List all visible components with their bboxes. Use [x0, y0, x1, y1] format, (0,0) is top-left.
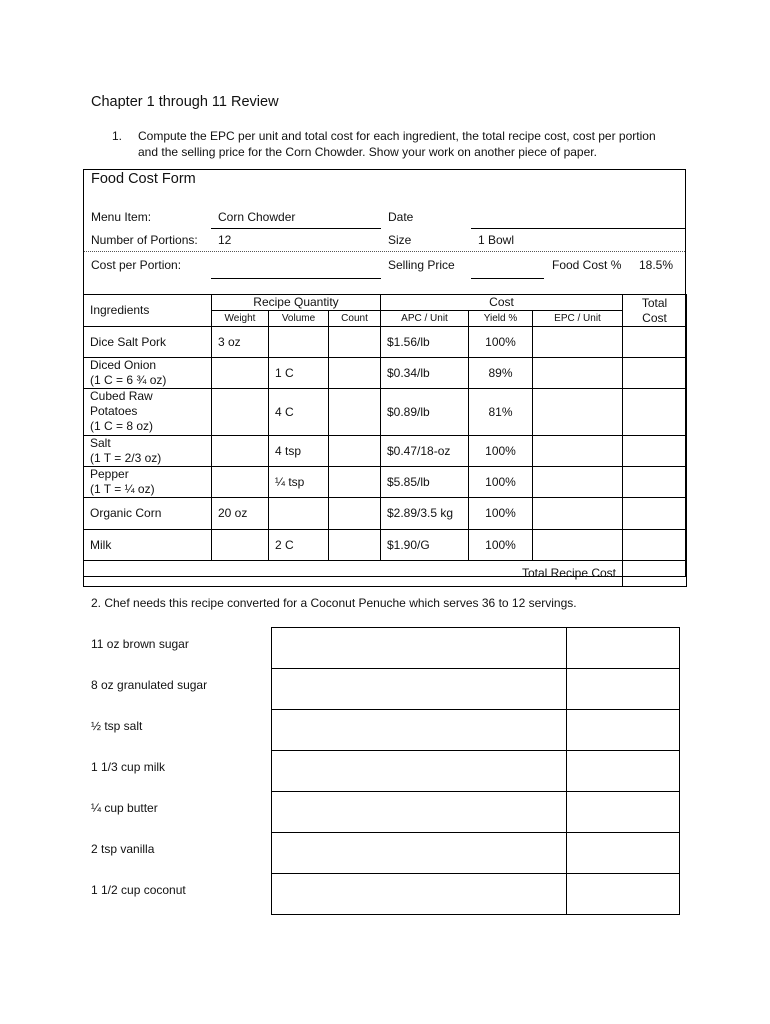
conversion-row — [272, 628, 680, 669]
portions-label: Number of Portions: — [91, 233, 198, 247]
yield-cell[interactable]: 100% — [469, 498, 533, 530]
ingredient-name-line: Pepper — [90, 467, 129, 481]
ingredient-name — [84, 498, 212, 530]
ingredient-name-line: (1 C = 8 oz) — [90, 419, 154, 433]
apc-cell[interactable]: $0.47/18-oz — [381, 436, 469, 467]
conversion-row — [272, 792, 680, 833]
question-1-line-2: and the selling price for the Corn Chowder. Show your work on another piece of paper. — [138, 145, 597, 159]
apc-unit-header: APC / Unit — [381, 311, 469, 327]
converted-quantity-cell[interactable] — [272, 710, 567, 751]
unit-cell[interactable] — [567, 833, 680, 874]
converted-quantity-cell[interactable] — [272, 751, 567, 792]
conversion-row — [272, 751, 680, 792]
ingredient-name-line: Dice Salt Pork — [90, 334, 167, 349]
cost-per-portion-underline — [211, 278, 381, 279]
total-cost-header — [623, 295, 687, 327]
epc-cell[interactable] — [533, 498, 623, 530]
total-cost-cell[interactable] — [623, 327, 687, 358]
epc-cell[interactable] — [533, 389, 623, 436]
list-item: 2 tsp vanilla — [91, 842, 155, 856]
count-cell[interactable] — [329, 436, 381, 467]
question-1-number: 1. — [112, 129, 123, 143]
table-row — [84, 530, 687, 561]
weight-cell[interactable] — [212, 436, 269, 467]
size-value[interactable]: 1 Bowl — [478, 233, 515, 247]
conversion-row — [272, 874, 680, 915]
total-cost-cell[interactable] — [623, 498, 687, 530]
ingredient-name — [84, 389, 212, 436]
volume-cell[interactable]: 4 tsp — [269, 436, 329, 467]
yield-header: Yield % — [469, 311, 533, 327]
volume-header: Volume — [269, 311, 329, 327]
total-cost-cell[interactable] — [623, 358, 687, 389]
ingredient-name-line: Organic Corn — [90, 506, 162, 520]
count-cell[interactable] — [329, 530, 381, 561]
volume-cell[interactable]: ¼ tsp — [269, 467, 329, 498]
ingredient-name — [84, 467, 212, 498]
converted-quantity-cell[interactable] — [272, 628, 567, 669]
date-label: Date — [388, 210, 414, 224]
cost-per-portion-label: Cost per Portion: — [91, 258, 182, 272]
volume-cell[interactable] — [269, 498, 329, 530]
conversion-row — [272, 833, 680, 874]
count-header: Count — [329, 311, 381, 327]
apc-cell[interactable]: $0.34/lb — [381, 358, 469, 389]
ingredient-name-line: Diced Onion — [90, 358, 157, 372]
ingredient-name — [84, 436, 212, 467]
total-cost-cell[interactable] — [623, 467, 687, 498]
unit-cell[interactable] — [567, 710, 680, 751]
apc-cell[interactable]: $0.89/lb — [381, 389, 469, 436]
menu-item-label: Menu Item: — [91, 210, 152, 224]
epc-cell[interactable] — [533, 467, 623, 498]
weight-header: Weight — [212, 311, 269, 327]
list-item: 8 oz granulated sugar — [91, 678, 208, 692]
food-cost-value[interactable]: 18.5% — [639, 258, 674, 272]
epc-cell[interactable] — [533, 358, 623, 389]
converted-quantity-cell[interactable] — [272, 669, 567, 710]
unit-cell[interactable] — [567, 792, 680, 833]
cost-header: Cost — [381, 295, 623, 311]
yield-cell[interactable]: 81% — [469, 389, 533, 436]
apc-cell[interactable]: $1.90/G — [381, 530, 469, 561]
apc-cell[interactable]: $5.85/lb — [381, 467, 469, 498]
volume-cell[interactable]: 1 C — [269, 358, 329, 389]
portions-value[interactable]: 12 — [218, 233, 232, 247]
volume-cell[interactable] — [269, 327, 329, 358]
question-1-line-1: Compute the EPC per unit and total cost for each ingredient, the total recipe cost, cost per portion — [138, 129, 656, 143]
list-item: ¼ cup butter — [91, 801, 158, 815]
unit-cell[interactable] — [567, 874, 680, 915]
weight-cell[interactable] — [212, 358, 269, 389]
selling-price-underline — [471, 278, 544, 279]
ingredient-name-line: Salt — [90, 436, 111, 450]
epc-unit-header: EPC / Unit — [533, 311, 623, 327]
epc-cell[interactable] — [533, 327, 623, 358]
converted-quantity-cell[interactable] — [272, 833, 567, 874]
recipe-quantity-header: Recipe Quantity — [212, 295, 381, 311]
yield-cell[interactable]: 89% — [469, 358, 533, 389]
unit-cell[interactable] — [567, 628, 680, 669]
list-item: ½ tsp salt — [91, 719, 143, 733]
count-cell[interactable] — [329, 358, 381, 389]
conversion-table — [271, 627, 680, 915]
count-cell[interactable] — [329, 467, 381, 498]
table-header-row — [84, 295, 687, 311]
table-row — [84, 436, 687, 467]
conversion-row — [272, 710, 680, 751]
portions-divider — [84, 251, 685, 252]
converted-quantity-cell[interactable] — [272, 874, 567, 915]
ingredient-name-line: (1 T = 2/3 oz) — [90, 451, 162, 465]
weight-cell[interactable] — [212, 389, 269, 436]
table-row — [84, 389, 687, 436]
table-row — [84, 327, 687, 358]
conversion-row — [272, 669, 680, 710]
table-row — [84, 358, 687, 389]
ingredient-name — [84, 358, 212, 389]
total-cost-cell[interactable] — [623, 436, 687, 467]
apc-cell[interactable]: $1.56/lb — [381, 327, 469, 358]
ingredient-name-line: Milk — [90, 537, 112, 552]
weight-cell[interactable] — [212, 467, 269, 498]
weight-cell[interactable]: 20 oz — [212, 498, 269, 530]
ingredients-header: Ingredients — [84, 295, 212, 327]
ingredient-name-line: (1 C = 6 ¾ oz) — [90, 373, 167, 387]
yield-cell[interactable]: 100% — [469, 530, 533, 561]
table-row — [84, 467, 687, 498]
size-label: Size — [388, 233, 412, 247]
total-cost-cell[interactable] — [623, 389, 687, 436]
table-row — [84, 498, 687, 530]
total-recipe-cost-cell[interactable] — [623, 561, 687, 587]
ingredient-name-line: Cubed Raw — [90, 389, 153, 403]
converted-quantity-cell[interactable] — [272, 792, 567, 833]
form-title: Food Cost Form — [91, 171, 196, 187]
volume-cell[interactable]: 2 C — [269, 530, 329, 561]
count-cell[interactable] — [329, 327, 381, 358]
question-2: 2. Chef needs this recipe converted for a Coconut Penuche which serves 36 to 12 servings. — [91, 596, 577, 610]
ingredient-name — [84, 530, 212, 561]
food-cost-label: Food Cost % — [552, 258, 622, 272]
weight-cell[interactable] — [212, 530, 269, 561]
total-cost-header-line2: Cost — [642, 310, 667, 325]
epc-cell[interactable] — [533, 436, 623, 467]
total-cost-cell[interactable] — [623, 530, 687, 561]
total-cost-header-line1: Total — [641, 295, 668, 310]
yield-cell[interactable]: 100% — [469, 327, 533, 358]
yield-cell[interactable]: 100% — [469, 436, 533, 467]
date-underline — [471, 228, 686, 229]
ingredient-name-line: Potatoes — [90, 404, 138, 418]
ingredient-name-line: (1 T = ¼ oz) — [90, 482, 155, 496]
ingredient-name — [84, 327, 212, 358]
count-cell[interactable] — [329, 498, 381, 530]
list-item: 1 1/3 cup milk — [91, 760, 166, 774]
volume-cell[interactable]: 4 C — [269, 389, 329, 436]
total-recipe-cost-row — [84, 561, 687, 587]
unit-cell[interactable] — [567, 669, 680, 710]
list-item: 11 oz brown sugar — [91, 637, 189, 651]
total-recipe-cost-label: Total Recipe Cost — [84, 561, 623, 587]
page-title: Chapter 1 through 11 Review — [91, 94, 279, 110]
epc-cell[interactable] — [533, 530, 623, 561]
ingredients-table — [83, 294, 687, 587]
weight-cell[interactable]: 3 oz — [212, 327, 269, 358]
selling-price-label: Selling Price — [388, 258, 455, 272]
count-cell[interactable] — [329, 389, 381, 436]
menu-item-value[interactable]: Corn Chowder — [218, 210, 296, 224]
question-1-text — [138, 128, 656, 160]
apc-cell[interactable]: $2.89/3.5 kg — [381, 498, 469, 530]
menu-item-underline — [211, 228, 381, 229]
unit-cell[interactable] — [567, 751, 680, 792]
yield-cell[interactable]: 100% — [469, 467, 533, 498]
list-item: 1 1/2 cup coconut — [91, 883, 186, 897]
